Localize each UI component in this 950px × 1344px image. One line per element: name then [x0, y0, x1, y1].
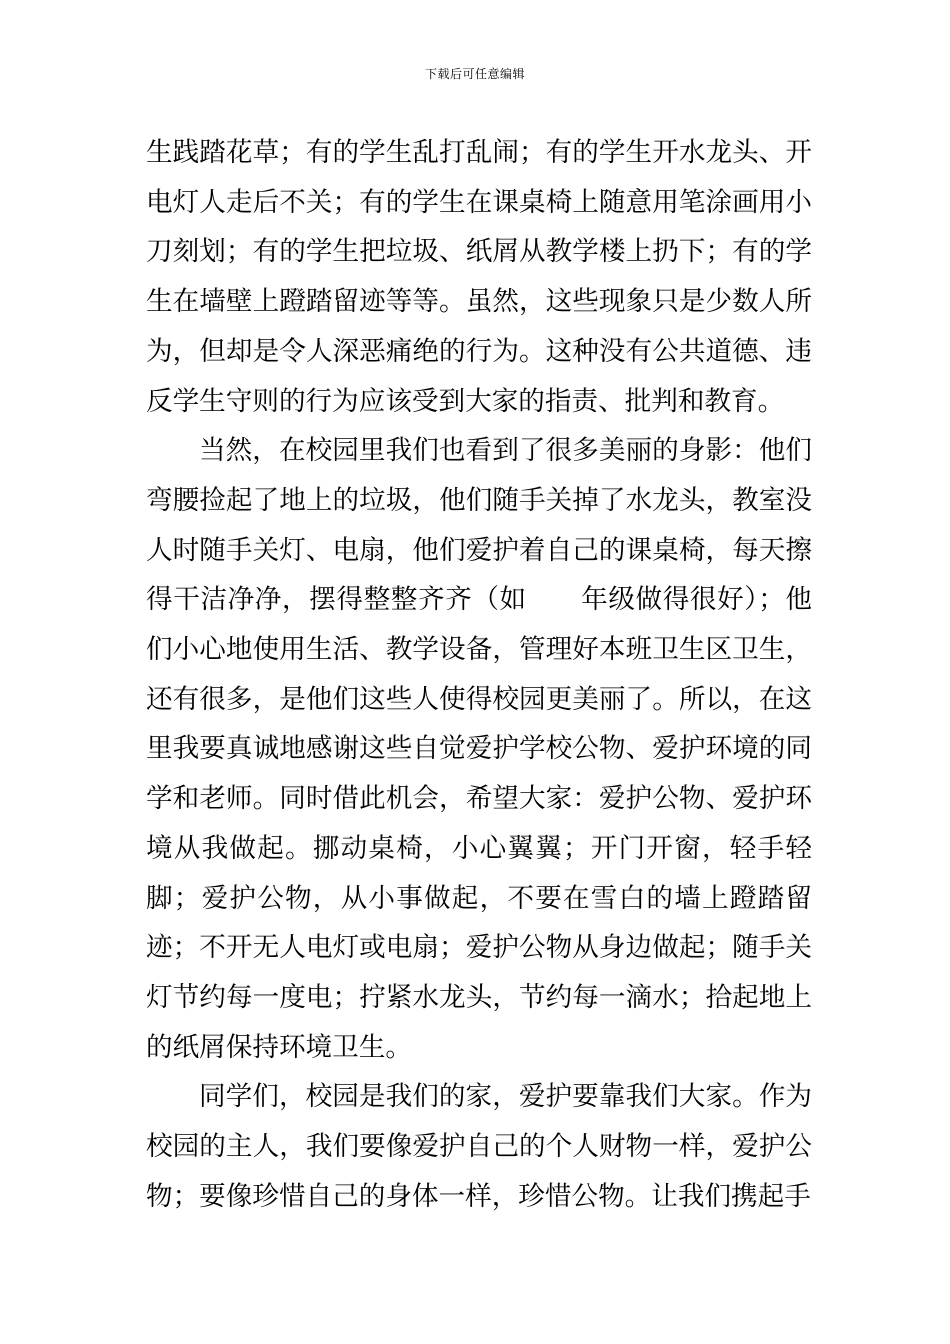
body-text [146, 128, 812, 1221]
page-header-note: 下载后可任意编辑 [424, 67, 525, 81]
paragraph-continued: 生践踏花草；有的学生乱打乱闹；有的学生开水龙头、开电灯人走后不关；有的学生在课桌椅上随意用笔涂画用小刀刻划；有的学生把垃圾、纸屑从教学楼上扔下；有的学生在墙壁上蹬踏留迹等等。虽然，这些现象只是少数人所为，但却是令人深恶痛绝的行为。这种没有公共道德、违反学生守则的行为应该受到大家的指责、批判和教育。 [146, 137, 812, 417]
paragraph-campus-good-deeds: 当然，在校园里我们也看到了很多美丽的身影：他们弯腰捡起了地上的垃圾，他们随手关掉了水龙头，教室没人时随手关灯、电扇，他们爱护着自己的课桌椅，每天擦得干洁净净，摆得整整齐齐（如 年级做得很好）；他们小心地使用生活、教学设备，管理好本班卫生区卫生，还有很多，是他们这些人使得校园更美丽了。所以，在这里我要真诚地感谢这些自觉爱护学校公物、爱护环境的同学和老师。同时借此机会，希望大家：爱护公物、爱护环境从我做起。挪动桌椅，小心翼翼；开门开窗，轻手轻脚；爱护公物，从小事做起，不要在雪白的墙上蹬踏留迹；不开无人电灯或电扇；爱护公物从身边做起；随手关灯节约每一度电；拧紧水龙头，节约每一滴水；拾起地上的纸屑保持环境卫生。 [146, 435, 812, 1063]
paragraph-call-to-action: 同学们，校园是我们的家，爱护要靠我们大家。作为校园的主人，我们要像爱护自己的个人财物一样，爱护公物；要像珍惜自己的身体一样，珍惜公物。让我们携起手 [146, 1081, 812, 1212]
